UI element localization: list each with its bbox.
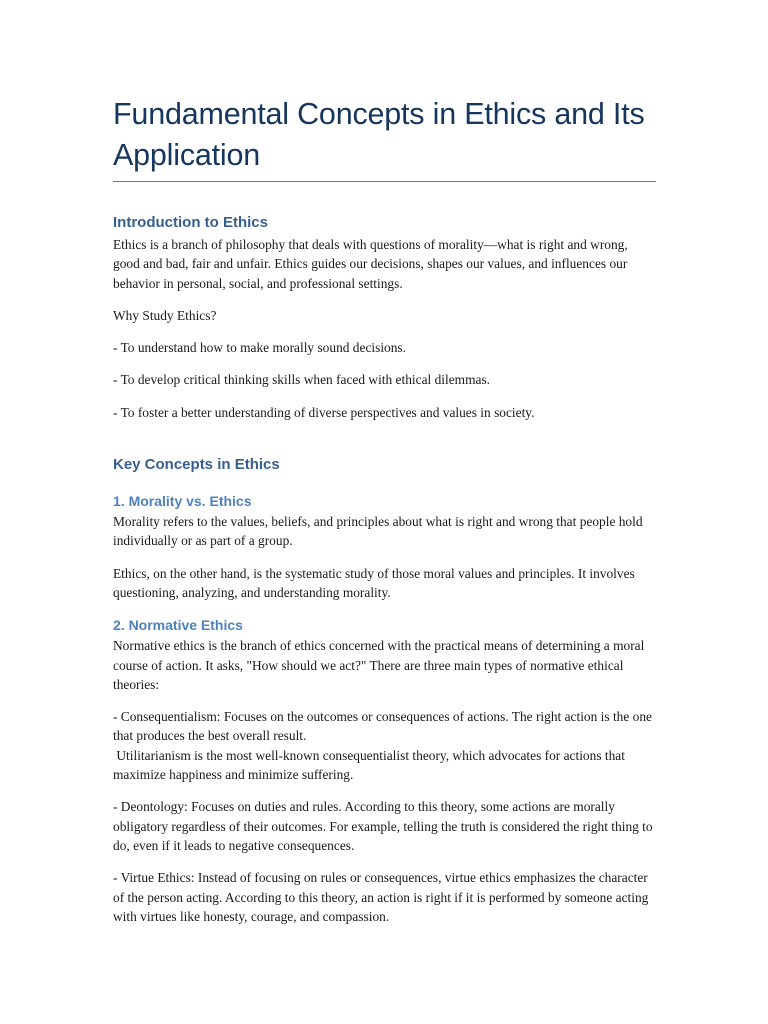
intro-paragraph: Ethics is a branch of philosophy that deals with questions of morality—what is right and wrong, good and bad, fair and unfair. Ethics guides our decisions, shapes our values, and influences our behavior in personal, social, and professional settings. xyxy=(113,237,628,291)
morality-paragraph: Morality refers to the values, beliefs, and principles about what is right and wrong that people hold individually or as part of a group. xyxy=(113,514,643,549)
title-divider xyxy=(113,181,656,182)
consequentialism-block xyxy=(113,707,656,784)
bullet-item: - To understand how to make morally sound decisions. xyxy=(113,340,406,356)
consequentialism-paragraph: - Consequentialism: Focuses on the outcomes or consequences of actions. The right action is the one that produces the best overall result. xyxy=(113,709,652,744)
subheading-morality-vs-ethics: 1. Morality vs. Ethics xyxy=(113,493,252,510)
why-study-label: Why Study Ethics? xyxy=(113,307,217,323)
section-heading-key-concepts: Key Concepts in Ethics xyxy=(113,456,280,474)
deontology-paragraph: - Deontology: Focuses on duties and rules. According to this theory, some actions are morally obligatory regardless of their outcomes. For example, telling the truth is considered the right thing to do, even if it leads to negative consequences. xyxy=(113,799,653,853)
bullet-item: - To develop critical thinking skills when faced with ethical dilemmas. xyxy=(113,372,491,388)
bullet-item: - To foster a better understanding of diverse perspectives and values in society. xyxy=(113,404,535,420)
normative-paragraph: Normative ethics is the branch of ethics concerned with the practical means of determining a moral course of action. It asks, "How should we act?" There are three main types of normative ethical theories: xyxy=(113,638,645,692)
section-heading-introduction: Introduction to Ethics xyxy=(113,214,268,231)
virtue-ethics-paragraph: - Virtue Ethics: Instead of focusing on rules or consequences, virtue ethics emphasizes the character of the person acting. According to this theory, an action is right if it is performed by someone acting with virtues like honesty, courage, and compassion. xyxy=(113,870,649,924)
subheading-normative-ethics: 2. Normative Ethics xyxy=(113,617,243,634)
document-page xyxy=(113,94,656,926)
utilitarianism-paragraph: Utilitarianism is the most well-known consequentialist theory, which advocates for actions that maximize happiness and minimize suffering. xyxy=(113,747,629,783)
document-title: Fundamental Concepts in Ethics and Its Application xyxy=(113,97,645,172)
ethics-paragraph: Ethics, on the other hand, is the systematic study of those moral values and principles. It involves questioning, analyzing, and understanding morality. xyxy=(113,565,635,600)
